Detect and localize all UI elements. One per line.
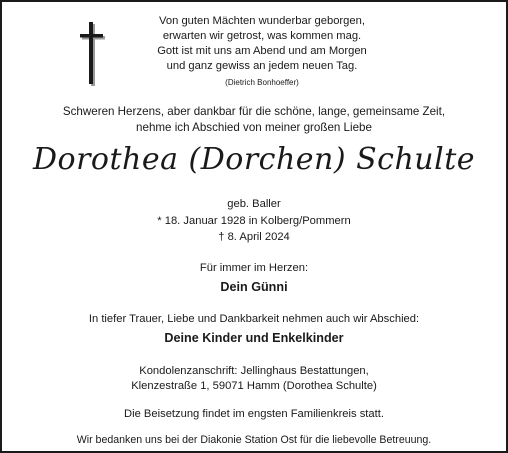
death-date: † 8. April 2024 xyxy=(218,231,290,243)
intro-line: Schweren Herzens, aber dankbar für die schöne, lange, gemeinsame Zeit, xyxy=(62,105,446,118)
cross-icon xyxy=(79,22,107,86)
poem xyxy=(122,14,402,88)
spouse-signature: Dein Günni xyxy=(220,280,288,294)
condolence-address xyxy=(2,364,506,394)
poem-line: erwarten wir getrost, was kommen mag. xyxy=(162,30,362,42)
poem-line: und ganz gewiss an jedem neuen Tag. xyxy=(166,60,358,72)
poem-author: (Dietrich Bonhoeffer) xyxy=(225,78,299,87)
birth-name: geb. Baller xyxy=(227,198,281,210)
grief-text: In tiefer Trauer, Liebe und Dankbarkeit nehmen auch wir Abschied: xyxy=(88,313,420,325)
deceased-name: Dorothea (Dorchen) Schulte xyxy=(32,142,476,177)
thanks-note: Wir bedanken uns bei der Diakonie Station Ost für die liebevolle Betreuung. xyxy=(76,434,432,446)
address-line: Klenzestraße 1, 59071 Hamm (Dorothea Schulte) xyxy=(131,380,377,392)
poem-line: Von guten Mächten wunderbar geborgen, xyxy=(159,15,365,27)
birth-date: * 18. Januar 1928 in Kolberg/Pommern xyxy=(157,215,351,227)
burial-note: Die Beisetzung findet im engsten Familienkreis statt. xyxy=(124,408,384,420)
life-dates xyxy=(2,213,506,245)
family-signature: Deine Kinder und Enkelkinder xyxy=(164,331,344,345)
address-line: Kondolenzanschrift: Jellinghaus Bestattungen, xyxy=(139,365,369,377)
intro-line: nehme ich Abschied von meiner großen Liebe xyxy=(136,121,372,134)
heart-text: Für immer im Herzen: xyxy=(199,262,309,274)
poem-line: Gott ist mit uns am Abend und am Morgen xyxy=(157,45,367,57)
intro-text xyxy=(12,104,496,136)
